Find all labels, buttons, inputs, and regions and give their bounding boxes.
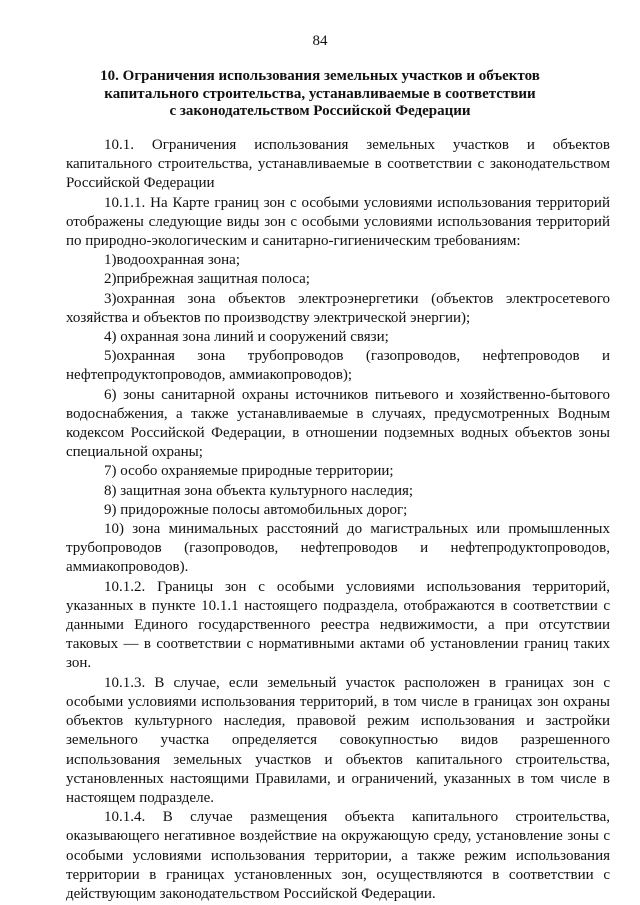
section-heading-line: капитального строительства, устанавливаемые в соответствии — [104, 85, 536, 102]
list-item: 3)охранная зона объектов электроэнергетики (объектов электросетевого хозяйства и объектов по производству электрической энергии); — [66, 290, 610, 326]
list-item: 6) зоны санитарной охраны источников питьевого и хозяйственно-бытового водоснабжения, а также устанавливаемые в случаях, предусмотренных Водным кодексом Российской Федерации, в отношении подземных водных объектов зоны специальной охраны; — [66, 386, 610, 461]
page-number: 84 — [312, 33, 328, 49]
section-heading — [70, 68, 570, 121]
paragraph-10-1: 10.1. Ограничения использования земельных участков и объектов капитального строительства, устанавливаемые в соответствии с законодательством Российской Федерации — [66, 137, 610, 192]
list-item: 2)прибрежная защитная полоса; — [104, 271, 310, 288]
list-item: 5)охранная зона трубопроводов (газопроводов, нефтепроводов и нефтепродуктопроводов, аммиакопроводов); — [66, 348, 610, 384]
section-heading-line: с законодательством Российской Федерации — [169, 103, 471, 119]
paragraph-10-1-1: 10.1.1. На Карте границ зон с особыми условиями использования территорий отображены следующие виды зон с особыми условиями использования территорий по природно-экологическим и санитарно-гигиеническим требованиям: — [66, 194, 610, 250]
list-item: 7) особо охраняемые природные территории; — [104, 463, 394, 480]
paragraph-10-1-4: 10.1.4. В случае размещения объекта капитального строительства, оказывающего негативное воздействие на окружающую среду, установление зоны с особыми условиями использования территории, а также режим использования территории в границах установленных зон, осуществляются в соответствии с действующим законодательством Российской Федерации. — [66, 809, 610, 902]
paragraph-10-1-2: 10.1.2. Границы зон с особыми условиями использования территорий, указанных в пункте 10.1.1 настоящего подраздела, отображаются в соответствии с данными Единого государственного реестра недвижимости, а при отсутствии таковых — в соответствии с нормативными актами об установлении границ таких зон. — [66, 578, 610, 672]
list-item: 10) зона минимальных расстояний до магистральных или промышленных трубопроводов (газопроводов, нефтепроводов и нефтепродуктопроводов, аммиакопроводов). — [66, 521, 610, 576]
list-item: 1)водоохранная зона; — [104, 252, 241, 269]
list-item: 8) защитная зона объекта культурного наследия; — [104, 482, 414, 499]
document-body — [66, 136, 610, 904]
paragraph-10-1-3: 10.1.3. В случае, если земельный участок расположен в границах зон с особыми условиями использования территорий, в том числе в границах зон охраны объектов культурного наследия, правовой режим использования и застройки земельного участка определяется совокупностью видов разрешенного использования земельных участков и объектов капитального строительства, установленных настоящими Правилами, и ограничений, указанных в том числе в настоящем подразделе. — [66, 674, 610, 806]
section-heading-line: 10. Ограничения использования земельных участков и объектов — [100, 68, 540, 84]
list-item: 4) охранная зона линий и сооружений связи; — [104, 329, 389, 346]
list-item: 9) придорожные полосы автомобильных дорог; — [104, 501, 408, 518]
